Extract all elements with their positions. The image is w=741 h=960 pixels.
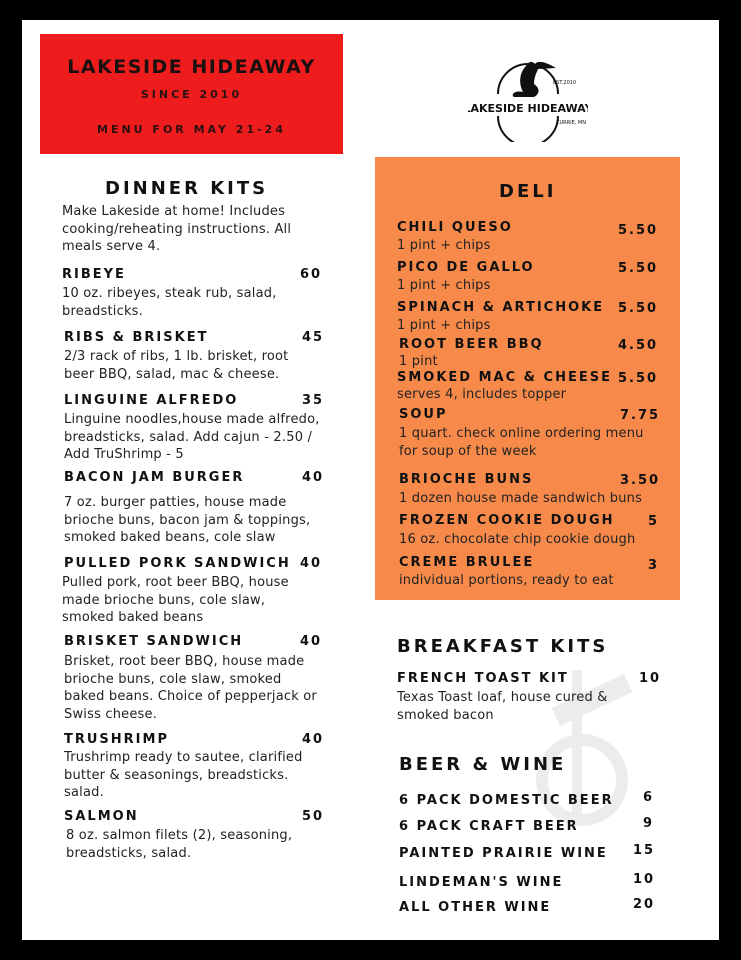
item-desc: individual portions, ready to eat [399,573,614,588]
item-name: BRIOCHE BUNS [399,472,534,487]
item-name: SALMON [64,809,139,824]
item-desc: 2/3 rack of ribs, 1 lb. brisket, root beer BBQ, salad, mac & cheese. [64,349,289,382]
item-name: BRISKET SANDWICH [64,634,244,649]
item-price: 40 [300,556,323,571]
menu-dates: MENU FOR MAY 21-24 [97,123,286,136]
item-price: 40 [302,732,325,747]
item-desc: 1 pint + chips [397,278,491,293]
item-name: LINGUINE ALFREDO [64,393,239,408]
item-name: FROZEN COOKIE DOUGH [399,513,615,528]
item-price: 45 [302,330,325,345]
pelican-icon [468,42,588,142]
restaurant-name: LAKESIDE HIDEAWAY [67,56,316,78]
item-desc: 1 quart. check online ordering menu for soup of the week [399,426,644,459]
item-price: 20 [633,897,656,912]
logo-est: EST.2010 [553,80,577,86]
item-desc: Linguine noodles,house made alfredo, breadsticks, salad. Add cajun - 2.50 / Add TruShrimp - 5 [64,412,320,462]
item-price: 6 [643,790,655,805]
item-price: 9 [643,816,655,831]
item-desc: 16 oz. chocolate chip cookie dough [399,532,636,547]
item-name: CHILI QUESO [397,220,513,235]
item-price: 40 [300,634,323,649]
item-desc: Texas Toast loaf, house cured & smoked bacon [397,690,608,723]
item-name: 6 PACK CRAFT BEER [399,819,579,834]
item-name: PULLED PORK SANDWICH [64,556,291,571]
item-name: LINDEMAN'S WINE [399,875,564,890]
item-price: 15 [633,843,656,858]
restaurant-logo [468,42,588,142]
item-name: ROOT BEER BBQ [399,337,544,352]
item-price: 5 [648,514,660,529]
logo-name: LAKESIDE HIDEAWAY [468,102,588,115]
item-price: 40 [302,470,325,485]
item-name: ALL OTHER WINE [399,900,552,915]
item-desc: 1 pint + chips [397,238,491,253]
item-name: SPINACH & ARTICHOKE [397,300,605,315]
item-price: 35 [302,393,325,408]
item-desc: 10 oz. ribeyes, steak rub, salad, breadsticks. [62,286,277,319]
item-desc: 1 pint [399,354,438,369]
beer-wine-title: BEER & WINE [399,754,567,775]
item-price: 60 [300,267,323,282]
item-desc: 7 oz. burger patties, house made brioche buns, bacon jam & toppings, smoked baked beans, cole slaw [64,495,311,545]
item-name: SOUP [399,407,448,422]
menu-page [22,20,719,940]
item-name: RIBEYE [62,267,126,282]
item-price: 10 [633,872,656,887]
item-desc: Brisket, root beer BBQ, house made brioche buns, cole slaw, smoked baked beans. Choice of pepperjack or Swiss cheese. [64,654,317,722]
item-price: 5.50 [618,371,659,386]
item-name: TRUSHRIMP [64,732,169,747]
item-price: 50 [302,809,325,824]
item-name: 6 PACK DOMESTIC BEER [399,793,614,808]
item-desc: serves 4, includes topper [397,387,567,402]
item-name: SMOKED MAC & CHEESE [397,370,612,385]
item-price: 3.50 [620,473,661,488]
item-name: PICO DE GALLO [397,260,535,275]
item-name: FRENCH TOAST KIT [397,671,569,686]
item-desc: 1 pint + chips [397,318,491,333]
dinner-kits-title: DINNER KITS [105,178,269,199]
item-desc: Trushrimp ready to sautee, clarified butter & seasonings, breadsticks. salad. [64,750,303,800]
since-text: SINCE 2010 [140,88,243,101]
deli-title: DELI [499,181,557,202]
item-name: PAINTED PRAIRIE WINE [399,846,608,861]
item-price: 5.50 [618,223,659,238]
item-price: 5.50 [618,261,659,276]
item-price: 5.50 [618,301,659,316]
item-name: RIBS & BRISKET [64,330,209,345]
dinner-kits-intro: Make Lakeside at home! Includes cooking/reheating instructions. All meals serve 4. [62,204,292,254]
item-price: 7.75 [620,408,661,423]
item-price: 3 [648,558,660,573]
item-name: CREME BRULEE [399,555,535,570]
item-desc: 1 dozen house made sandwich buns [399,491,643,506]
breakfast-kits-title: BREAKFAST KITS [397,636,609,657]
item-price: 10 [639,671,662,686]
header-box [40,34,343,154]
logo-location: CURRIE, MN [556,120,586,126]
item-price: 4.50 [618,338,659,353]
item-desc: 8 oz. salmon filets (2), seasoning, breadsticks, salad. [66,828,293,861]
item-desc: Pulled pork, root beer BBQ, house made brioche buns, cole slaw, smoked baked beans [62,575,289,625]
item-name: BACON JAM BURGER [64,470,245,485]
